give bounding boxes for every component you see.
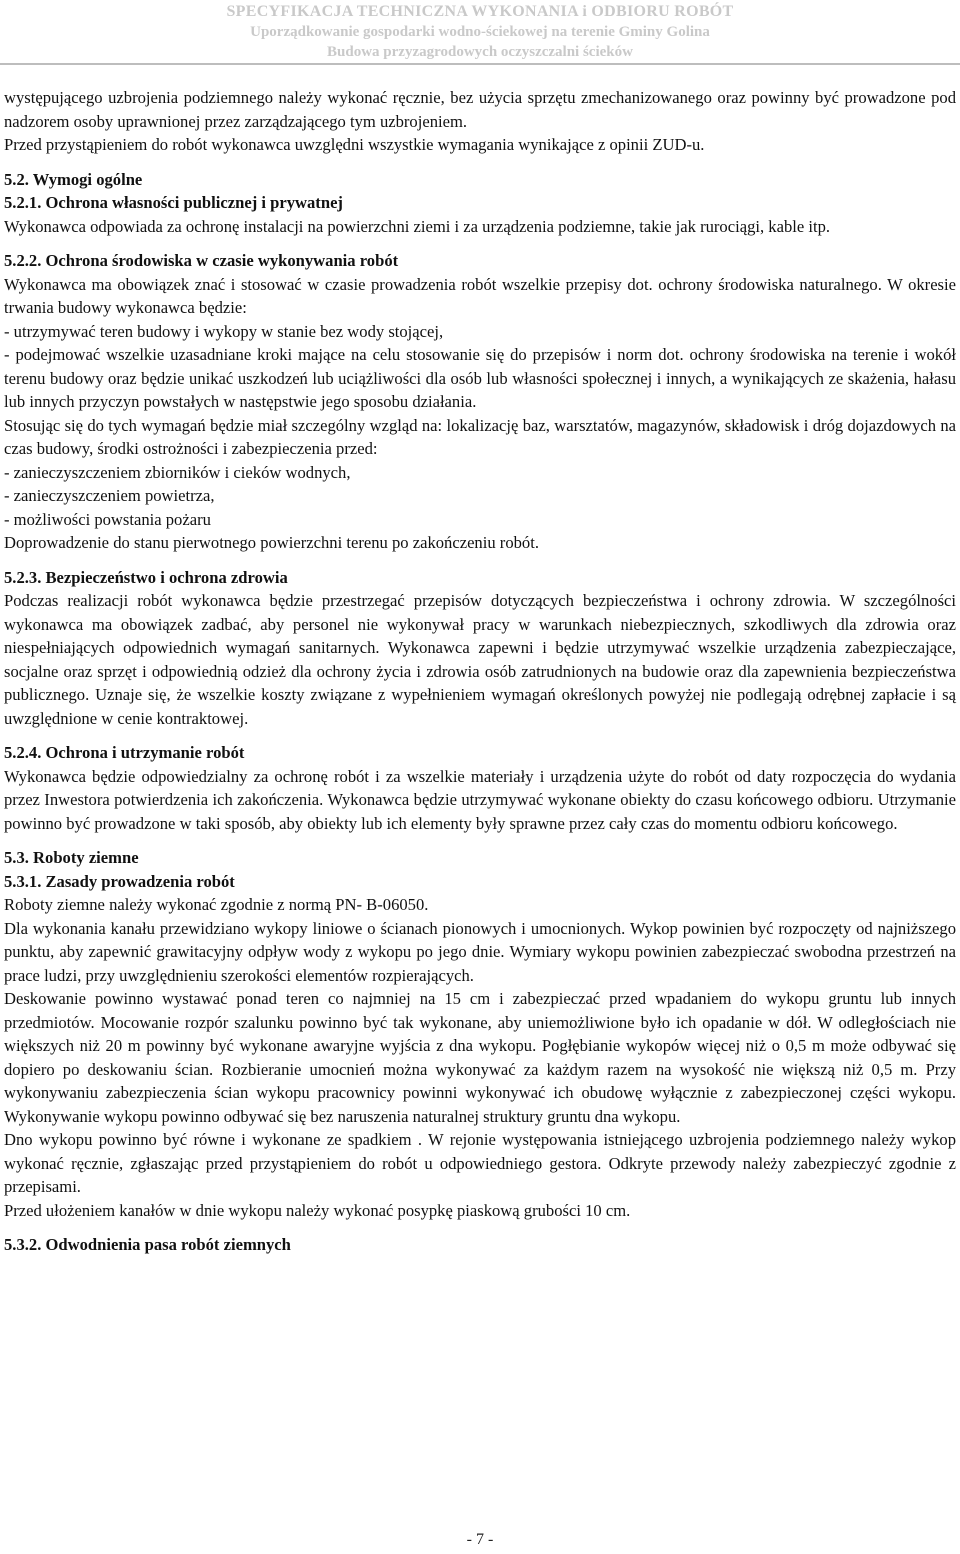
page-number: - 7 - [466, 1531, 494, 1548]
header-divider [0, 63, 960, 65]
section-heading: 5.2.3. Bezpieczeństwo i ochrona zdrowia [4, 567, 288, 587]
body-paragraph: Doprowadzenie do stanu pierwotnego powierzchni terenu po zakończeniu robót. [4, 533, 539, 552]
body-paragraph: Dno wykopu powinno być równe i wykonane ze spadkiem . W rejonie występowania istniejącego uzbrojenia podziemnego należy wykop wykonać ręcznie, zgłaszając przed przystąpieniem do robót u odpowiedniego gestora. Odkryte przewody należy zabezpieczyć zgodnie z przepisami. [4, 1130, 956, 1196]
list-item: - podejmować wszelkie uzasadniane kroki mające na celu stosowanie się do przepisów i norm dot. ochrony środowiska na terenie i wokół terenu budowy oraz będzie unikać uszkodzeń lub uciążliwości dla osób lub własności społecznej i innych, a wynikających ze skażenia, hałasu lub innych przyczyn powstałych w następstwie jego sposobu działania. [4, 345, 956, 411]
section-heading: 5.3. Roboty ziemne [4, 848, 139, 867]
intro-paragraph: Przed przystąpieniem do robót wykonawca uwzględni wszystkie wymagania wynikające z opinii ZUD-u. [4, 135, 705, 154]
list-item: - zanieczyszczeniem zbiorników i cieków wodnych, [4, 462, 351, 482]
body-paragraph: Przed ułożeniem kanałów w dnie wykopu należy wykonać posypkę piaskową grubości 10 cm. [4, 1200, 631, 1220]
header-project: Uporządkowanie gospodarki wodno-ściekowej na terenie Gminy Golina [250, 24, 710, 40]
section-heading: 5.2.4. Ochrona i utrzymanie robót [4, 743, 245, 762]
section-heading: 5.2. Wymogi ogólne [4, 169, 143, 189]
body-paragraph: Deskowanie powinno wystawać ponad teren co najmniej na 15 cm i zabezpieczać przed wpadaniem do wykopu gruntu lub innych przedmiotów. Mocowanie rozpór szalunku powinno być tak wykonane, aby uniemożliwione było ich opadanie w dół. W odległościach nie większych niż 20 m powinny być wykonane awaryjne wyjścia z dna wykopu. Pogłębianie wykopów więcej niż o 0,5 m może odbywać się dopiero po deskowaniu ścian. Rozbieranie umocnień można wykonywać za każdym razem na wysokość nie większą niż 0,5 m. Przy wykonywaniu zabezpieczenia ścian wykopu pracownicy powinni wykonywać ich obudowę wyłącznie z zabezpieczonej części wykopu. Wykonywanie wykopu powinno odbywać się bez naruszenia naturalnej struktury gruntu dna wykopu. [4, 989, 956, 1126]
body-paragraph: Wykonawca odpowiada za ochronę instalacji na powierzchni ziemi i za urządzenia podziemne, takie jak rurociągi, kable itp. [4, 216, 831, 236]
list-item: - utrzymywać teren budowy i wykopy w stanie bez wody stojącej, [4, 321, 444, 341]
body-paragraph: Wykonawca ma obowiązek znać i stosować w czasie prowadzenia robót wszelkie przepisy dot. ochrony środowiska naturalnego. W okresie trwania budowy wykonawca będzie: [4, 274, 956, 317]
header-subproject: Budowa przyzagrodowych oczyszczalni ścieków [327, 44, 633, 60]
section-heading: 5.2.2. Ochrona środowiska w czasie wykonywania robót [4, 251, 399, 270]
section-heading: 5.3.2. Odwodnienia pasa robót ziemnych [4, 1235, 291, 1254]
page-header [0, 0, 960, 66]
body-paragraph: Podczas realizacji robót wykonawca będzie przestrzegać przepisów dotyczących bezpieczeństwa i ochrony zdrowia. W szczególności wykonawca ma obowiązek zadbać, aby personel nie wykonywał pracy w warunkach niebezpiecznych, szkodliwych dla zdrowia oraz niespełniających odpowiednich wymagań sanitarnych. Wykonawca zapewni i będzie utrzymywać wszelkie urządzenia zabezpieczające, socjalne oraz sprzęt i odpowiednią odzież dla ochrony życia i zdrowia osób zatrudnionych na budowie oraz dla zapewnienia bezpieczeństwa publicznego. Uznaje się, że wszelkie koszty związane z wypełnieniem wymagań określonych powyżej nie podlegają odrębnej zapłacie i są uwzględnione w cenie kontraktowej. [4, 591, 956, 728]
body-paragraph: Wykonawca będzie odpowiedzialny za ochronę robót i za wszelkie materiały i urządzenia użyte do robót od daty rozpoczęcia do wydania przez Inwestora potwierdzenia ich zakończenia. Wykonawca będzie utrzymywać wykonane obiekty do czasu końcowego odbioru. Utrzymanie powinno być prowadzone w taki sposób, aby obiekty lub ich elementy były sprawne przez cały czas do momentu odbioru końcowego. [4, 766, 956, 833]
list-item: - zanieczyszczeniem powietrza, [4, 486, 215, 505]
body-paragraph: Dla wykonania kanału przewidziano wykopy liniowe o ścianach pionowych i umocnionych. Wykop powinien być rozpoczęty od najniższego punktu, aby zapewnić grawitacyjny odpływ wody z wykopu po jego dnie. Wymiary wykopu powinien zabezpieczać swobodna przestrzeń na prace ludzi, przy uwzględnieniu szerokości elementów rozpierających. [4, 918, 956, 985]
intro-paragraph: występującego uzbrojenia podziemnego należy wykonać ręcznie, bez użycia sprzętu zmechanizowanego oraz powinny być prowadzone pod nadzorem osoby uprawnionej przez zarządzającego tym uzbrojeniem. [4, 88, 956, 131]
list-item: - możliwości powstania pożaru [4, 509, 211, 529]
header-title: SPECYFIKACJA TECHNICZNA WYKONANIA i ODBIORU ROBÓT [226, 3, 734, 20]
section-heading: 5.2.1. Ochrona własności publicznej i prywatnej [4, 193, 343, 212]
body-paragraph: Stosując się do tych wymagań będzie miał szczególny wzgląd na: lokalizację baz, warsztatów, magazynów, składowisk i dróg dojazdowych na czas budowy, środki ostrożności i zabezpieczenia przed: [4, 415, 956, 458]
document-body [4, 86, 956, 1257]
section-heading: 5.3.1. Zasady prowadzenia robót [4, 871, 235, 891]
body-paragraph: Roboty ziemne należy wykonać zgodnie z normą PN- B-06050. [4, 895, 429, 914]
